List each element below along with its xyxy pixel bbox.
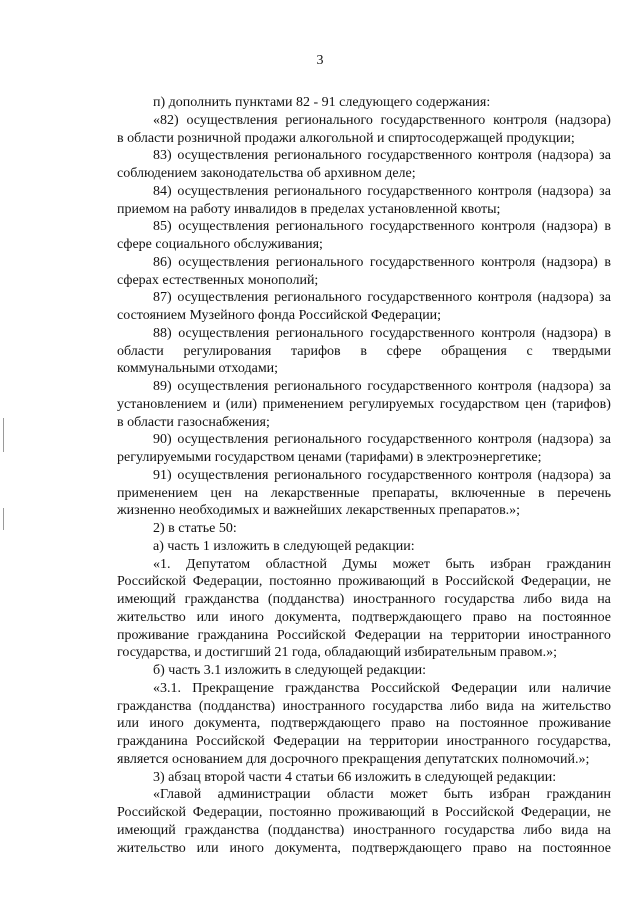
text-line: жительство или иного документа, подтверждающего право на постоянное bbox=[117, 840, 611, 856]
document-body bbox=[117, 94, 611, 857]
text-line: «82) осуществления регионального государственного контроля (надзора) bbox=[153, 112, 611, 128]
text-line: коммунальными отходами; bbox=[117, 361, 279, 377]
text-line: жизненно необходимых и важнейших лекарственных препаратов.»; bbox=[117, 503, 521, 519]
text-line: государства, и достигший 21 года, обладающий избирательным правом.»; bbox=[117, 645, 558, 661]
text-line: сферах естественных монополий; bbox=[117, 272, 319, 288]
text-line: соблюдением законодательства об архивном деле; bbox=[117, 166, 416, 181]
text-line: области регулирования тарифов в сфере обращения с твердыми bbox=[117, 343, 611, 359]
text-line: «1. Депутатом областной Думы может быть избран гражданин bbox=[153, 556, 611, 572]
text-line: применением цен на лекарственные препараты, включенные в перечень bbox=[117, 485, 611, 501]
text-line: имеющий гражданства (подданства) иностранного государства либо вида на bbox=[117, 592, 611, 607]
text-line: жительство или иного документа, подтверждающего право на постоянное bbox=[117, 609, 611, 625]
text-line: состоянием Музейного фонда Российской Федерации; bbox=[117, 308, 442, 323]
text-line: проживание гражданина Российской Федерации на территории иностранного bbox=[117, 627, 611, 643]
text-line: сфере социального обслуживания; bbox=[117, 237, 323, 252]
text-line: б) часть 3.1 изложить в следующей редакции: bbox=[153, 663, 427, 678]
text-line: 86) осуществления регионального государственного контроля (надзора) в bbox=[153, 254, 611, 270]
text-line: гражданина Российской Федерации на территории иностранного государства, bbox=[117, 734, 611, 749]
text-line: 84) осуществления регионального государственного контроля (надзора) за bbox=[153, 183, 611, 199]
text-line: гражданства (подданства) иностранного государства либо вида на жительство bbox=[117, 698, 611, 714]
text-line: в области розничной продажи алкогольной и спиртосодержащей продукции; bbox=[117, 130, 575, 146]
text-line: Российской Федерации, постоянно проживающий в Российской Федерации, не bbox=[117, 574, 611, 590]
text-line: является основанием для досрочного прекращения депутатских полномочий.»; bbox=[117, 751, 590, 767]
text-line: имеющий гражданства (подданства) иностранного государства либо вида на bbox=[117, 822, 611, 838]
text-line: 83) осуществления регионального государственного контроля (надзора) за bbox=[153, 148, 611, 164]
text-line: 90) осуществления регионального государственного контроля (надзора) за bbox=[153, 432, 611, 448]
text-line: 85) осуществления регионального государственного контроля (надзора) в bbox=[153, 219, 611, 235]
text-line: или иного документа, подтверждающего право на постоянное проживание bbox=[117, 716, 611, 732]
scan-edge-mark bbox=[3, 418, 4, 452]
page-number: 3 bbox=[316, 53, 324, 68]
text-line: установлением и (или) применением регулируемых государством цен (тарифов) bbox=[117, 396, 611, 412]
scan-edge-mark bbox=[3, 508, 4, 530]
text-line: 88) осуществления регионального государственного контроля (надзора) в bbox=[153, 325, 611, 341]
text-line: Российской Федерации, постоянно проживающий в Российской Федерации, не bbox=[117, 805, 611, 820]
text-line: регулируемыми государством ценами (тарифами) в электроэнергетике; bbox=[117, 450, 542, 465]
text-line: 91) осуществления регионального государственного контроля (надзора) за bbox=[153, 467, 611, 483]
text-line: 2) в статье 50: bbox=[153, 521, 237, 536]
text-line: п) дополнить пунктами 82 - 91 следующего содержания: bbox=[153, 95, 491, 110]
text-line: «Главой администрации области может быть избран гражданин bbox=[153, 787, 611, 803]
text-line: 89) осуществления регионального государственного контроля (надзора) за bbox=[153, 379, 611, 394]
text-line: 3) абзац второй части 4 статьи 66 изложить в следующей редакции: bbox=[153, 769, 557, 785]
text-line: «3.1. Прекращение гражданства Российской Федерации или наличие bbox=[153, 680, 611, 696]
text-line: 87) осуществления регионального государственного контроля (надзора) за bbox=[153, 290, 611, 306]
text-line: а) часть 1 изложить в следующей редакции: bbox=[153, 538, 415, 554]
text-line: в области газоснабжения; bbox=[117, 414, 270, 430]
text-line: приемом на работу инвалидов в пределах установленной квоты; bbox=[117, 201, 501, 217]
